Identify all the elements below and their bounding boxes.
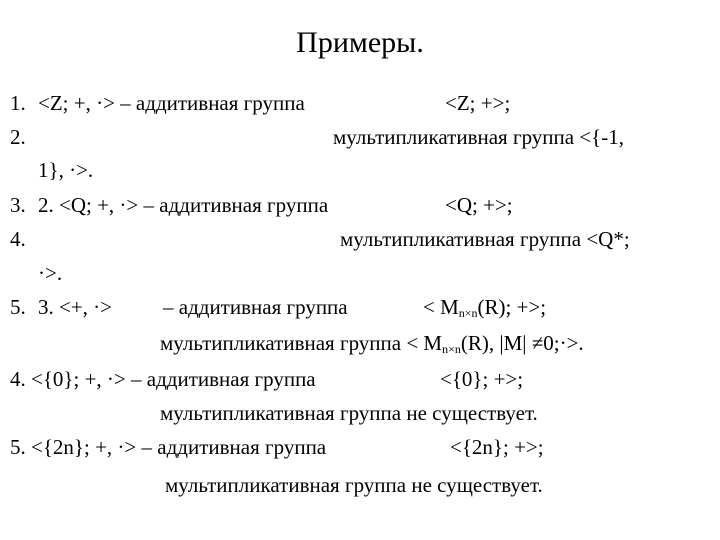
- line-2-continuation: 1}, ·>.: [38, 158, 94, 182]
- line-4-right: мультипликативная группа <Q*;: [340, 227, 630, 251]
- line-7-right: <{0}; +>;: [440, 367, 524, 391]
- line-3-left: 2. <Q; +, ·> – аддитивная группа: [38, 193, 329, 217]
- item-number-2: 2.: [10, 125, 26, 149]
- matrix-subscript: n×n: [442, 342, 461, 356]
- line-3-right: <Q; +>;: [445, 193, 513, 217]
- line-5-right-post: (R); +>;: [477, 295, 547, 319]
- line-1-left: <Z; +, ·> – аддитивная группа: [38, 91, 305, 115]
- item-number-4: 4.: [10, 227, 26, 251]
- item-number-3: 3.: [10, 193, 26, 217]
- line-4-continuation: ·>.: [38, 261, 63, 285]
- matrix-subscript: n×n: [458, 306, 478, 320]
- item-number-5: 5.: [10, 295, 26, 319]
- line-5-right-pre: < M: [423, 295, 459, 319]
- line-6-pre: мультипликативная группа < M: [160, 331, 443, 355]
- line-10: мультипликативная группа не существует.: [165, 473, 543, 497]
- line-7-left: 4. <{0}; +, ·> – аддитивная группа: [10, 367, 316, 391]
- line-5-middle: – аддитивная группа: [163, 295, 348, 319]
- line-1-right: <Z; +>;: [445, 91, 511, 115]
- line-8: мультипликативная группа не существует.: [160, 401, 538, 425]
- line-5-right: [423, 294, 546, 323]
- item-number-1: 1.: [10, 91, 26, 115]
- line-9-right: <{2n}; +>;: [450, 435, 544, 459]
- line-5-left: 3. <+, ·>: [38, 295, 113, 319]
- line-6: [160, 330, 584, 359]
- line-9-left: 5. <{2n}; +, ·> – аддитивная группа: [10, 435, 327, 459]
- line-2-right: мультипликативная группа <{-1,: [333, 125, 625, 149]
- slide-title: Примеры.: [296, 26, 424, 59]
- line-6-post: (R), |M| ≠0;·>.: [460, 331, 584, 355]
